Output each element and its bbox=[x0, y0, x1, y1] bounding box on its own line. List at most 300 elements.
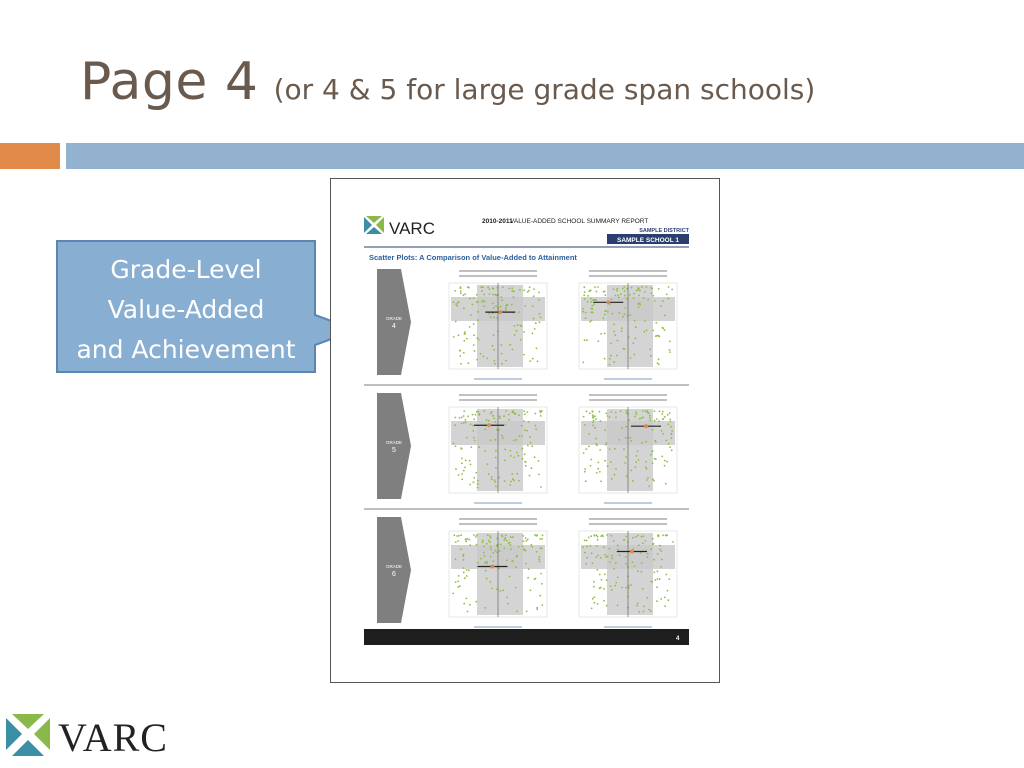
scatter-point bbox=[473, 344, 475, 346]
scatter-point bbox=[609, 364, 611, 366]
scatter-point bbox=[484, 428, 486, 430]
scatter-point bbox=[609, 448, 611, 450]
scatter-point bbox=[516, 330, 518, 332]
scatter-point bbox=[642, 588, 644, 590]
scatter-point bbox=[460, 534, 462, 536]
scatter-point bbox=[653, 559, 655, 561]
scatter-point bbox=[635, 326, 637, 328]
scatter-point bbox=[466, 338, 468, 340]
scatter-point bbox=[667, 590, 669, 592]
scatter-point bbox=[654, 410, 656, 412]
scatter-point bbox=[669, 341, 671, 343]
scatter-point bbox=[455, 303, 457, 305]
scatter-point bbox=[630, 584, 632, 586]
scatter-point bbox=[633, 293, 635, 295]
slide-title-sub: (or 4 & 5 for large grade span schools) bbox=[273, 73, 816, 106]
scatter-point bbox=[601, 534, 603, 536]
scatter-point bbox=[657, 578, 659, 580]
scatter-point bbox=[647, 556, 649, 558]
scatter-point bbox=[651, 293, 653, 295]
scatter-point bbox=[538, 292, 540, 294]
scatter-point bbox=[504, 537, 506, 539]
scatter-point bbox=[539, 321, 541, 323]
scatter-point bbox=[604, 573, 606, 575]
scatter-point bbox=[660, 305, 662, 307]
scatter-point bbox=[641, 286, 643, 288]
scatter-point bbox=[630, 470, 632, 472]
scatter-point bbox=[661, 413, 663, 415]
scatter-point bbox=[665, 574, 667, 576]
scatter-point bbox=[496, 295, 498, 297]
scatter-point bbox=[463, 567, 465, 569]
scatter-point bbox=[621, 427, 623, 429]
scatter-point bbox=[586, 411, 588, 413]
scatter-point bbox=[658, 358, 660, 360]
scatter-point bbox=[480, 353, 482, 355]
scatter-point bbox=[623, 539, 625, 541]
scatter-point bbox=[475, 472, 477, 474]
scatter-point bbox=[638, 459, 640, 461]
scatter-point bbox=[654, 440, 656, 442]
scatter-point bbox=[488, 540, 490, 542]
scatter-point bbox=[483, 305, 485, 307]
scatter-point bbox=[534, 578, 536, 580]
scatter-point bbox=[540, 486, 542, 488]
scatter-point bbox=[510, 455, 512, 457]
doc-report-title: VALUE-ADDED SCHOOL SUMMARY REPORT bbox=[510, 218, 649, 225]
scatter-point bbox=[509, 542, 511, 544]
scatter-point bbox=[464, 293, 466, 295]
scatter-point bbox=[458, 474, 460, 476]
scatter-point bbox=[513, 440, 515, 442]
scatter-point bbox=[491, 411, 493, 413]
scatter-point bbox=[652, 330, 654, 332]
scatter-point bbox=[590, 311, 592, 313]
scatter-point bbox=[490, 537, 492, 539]
scatter-point bbox=[486, 561, 488, 563]
scatter-point bbox=[452, 593, 454, 595]
scatter-point bbox=[599, 449, 601, 451]
scatter-point bbox=[516, 610, 518, 612]
scatter-point bbox=[509, 344, 511, 346]
scatter-point bbox=[474, 350, 476, 352]
scatter-point bbox=[460, 447, 462, 449]
scatter-point bbox=[618, 439, 620, 441]
scatter-point bbox=[592, 299, 594, 301]
scatter-point bbox=[632, 480, 634, 482]
scatter-point bbox=[662, 411, 664, 413]
scatter-point bbox=[652, 295, 654, 297]
scatter-point bbox=[482, 541, 484, 543]
scatter-point bbox=[617, 295, 619, 297]
scatter-point bbox=[596, 291, 598, 293]
scatter-point bbox=[650, 581, 652, 583]
scatter-point bbox=[525, 537, 527, 539]
scatter-point bbox=[454, 290, 456, 292]
scatter-point bbox=[584, 552, 586, 554]
scatter-point bbox=[664, 315, 666, 317]
scatter-point bbox=[512, 536, 514, 538]
scatter-point bbox=[603, 317, 605, 319]
scatter-point bbox=[626, 475, 628, 477]
scatter-point bbox=[655, 322, 657, 324]
scatter-point bbox=[487, 534, 489, 536]
scatter-point bbox=[487, 358, 489, 360]
scatter-point bbox=[611, 589, 613, 591]
scatter-point bbox=[518, 435, 520, 437]
scatter-point bbox=[455, 468, 457, 470]
scatter-point bbox=[661, 430, 663, 432]
scatter-point bbox=[463, 422, 465, 424]
scatter-point bbox=[529, 360, 531, 362]
scatter-point bbox=[490, 316, 492, 318]
scatter-point bbox=[518, 414, 520, 416]
scatter-point bbox=[463, 470, 465, 472]
scatter-point bbox=[498, 477, 500, 479]
scatter-point bbox=[461, 479, 463, 481]
scatter-point bbox=[488, 420, 490, 422]
scatter-point bbox=[597, 536, 599, 538]
scatter-point bbox=[529, 475, 531, 477]
scatter-point bbox=[658, 420, 660, 422]
scatter-point bbox=[603, 588, 605, 590]
scatter-point bbox=[498, 568, 500, 570]
scatter-point bbox=[505, 360, 507, 362]
grade-arrow-shape bbox=[377, 517, 411, 623]
scatter-point bbox=[522, 458, 524, 460]
scatter-point bbox=[531, 546, 533, 548]
scatter-point bbox=[538, 474, 540, 476]
scatter-point bbox=[592, 417, 594, 419]
scatter-point bbox=[588, 290, 590, 292]
scatter-point bbox=[595, 557, 597, 559]
scatter-point bbox=[502, 437, 504, 439]
scatter-point bbox=[596, 534, 598, 536]
scatter-point bbox=[670, 426, 672, 428]
scatter-point bbox=[615, 582, 617, 584]
scatter-point bbox=[523, 354, 525, 356]
scatter-point bbox=[493, 560, 495, 562]
scatter-point bbox=[453, 336, 455, 338]
scatter-point bbox=[465, 419, 467, 421]
scatter-point bbox=[603, 546, 605, 548]
scatter-point bbox=[459, 350, 461, 352]
scatter-point bbox=[659, 545, 661, 547]
scatter-point bbox=[592, 562, 594, 564]
scatter-point bbox=[492, 294, 494, 296]
scatter-point bbox=[594, 286, 596, 288]
scatter-point bbox=[626, 412, 628, 414]
scatter-point bbox=[622, 316, 624, 318]
scatter-point bbox=[583, 452, 585, 454]
scatter-point bbox=[463, 410, 465, 412]
scatter-point bbox=[615, 417, 617, 419]
scatter-point bbox=[610, 585, 612, 587]
doc-section-heading: Scatter Plots: A Comparison of Value-Added to Attainment bbox=[369, 253, 577, 262]
scatter-point bbox=[539, 410, 541, 412]
scatter-point bbox=[585, 312, 587, 314]
scatter-point bbox=[635, 461, 637, 463]
scatter-point bbox=[592, 425, 594, 427]
scatter-point bbox=[531, 445, 533, 447]
callout-text bbox=[56, 250, 316, 370]
scatter-point bbox=[653, 571, 655, 573]
scatter-point bbox=[490, 581, 492, 583]
scatter-point bbox=[671, 289, 673, 291]
scatter-point bbox=[621, 587, 623, 589]
scatter-point bbox=[634, 566, 636, 568]
grade-label: GRADE bbox=[385, 440, 403, 445]
scatter-point bbox=[512, 560, 514, 562]
scatter-point bbox=[461, 462, 463, 464]
scatter-point bbox=[616, 355, 618, 357]
scatter-point bbox=[669, 419, 671, 421]
scatter-point bbox=[643, 606, 645, 608]
scatter-point bbox=[652, 462, 654, 464]
callout-line-2: Value-Added bbox=[107, 295, 265, 324]
scatter-point bbox=[614, 334, 616, 336]
scatter-point bbox=[649, 419, 651, 421]
scatter-point bbox=[669, 446, 671, 448]
scatter-point bbox=[637, 570, 639, 572]
scatter-point bbox=[623, 448, 625, 450]
scatter-point bbox=[465, 460, 467, 462]
scatter-point bbox=[521, 425, 523, 427]
scatter-point bbox=[453, 301, 455, 303]
scatter-point bbox=[640, 552, 642, 554]
scatter-point bbox=[649, 348, 651, 350]
scatter-point bbox=[585, 317, 587, 319]
scatter-point bbox=[647, 553, 649, 555]
scatter-point bbox=[473, 481, 475, 483]
scatter-point bbox=[646, 286, 648, 288]
scatter-point bbox=[506, 540, 508, 542]
scatter-point bbox=[613, 323, 615, 325]
scatter-point bbox=[526, 611, 528, 613]
scatter-point bbox=[604, 460, 606, 462]
scatter-point bbox=[592, 411, 594, 413]
scatter-point bbox=[525, 465, 527, 467]
scatter-point bbox=[466, 575, 468, 577]
scatter-point bbox=[615, 562, 617, 564]
scatter-point bbox=[495, 439, 497, 441]
doc-school-name: SAMPLE SCHOOL 1 bbox=[616, 237, 680, 244]
scatter-point bbox=[463, 559, 465, 561]
scatter-point bbox=[486, 543, 488, 545]
scatter-point bbox=[613, 540, 615, 542]
scatter-point bbox=[585, 480, 587, 482]
scatter-point bbox=[501, 435, 503, 437]
scatter-point bbox=[636, 455, 638, 457]
scatter-point bbox=[524, 413, 526, 415]
scatter-point bbox=[587, 295, 589, 297]
scatter-point bbox=[529, 286, 531, 288]
scatter-point bbox=[586, 546, 588, 548]
scatter-point bbox=[604, 429, 606, 431]
scatter-point bbox=[490, 546, 492, 548]
scatter-point bbox=[513, 480, 515, 482]
scatter-point bbox=[473, 418, 475, 420]
scatter-point bbox=[667, 599, 669, 601]
scatter-point bbox=[597, 286, 599, 288]
scatter-point bbox=[607, 415, 609, 417]
scatter-point bbox=[583, 294, 585, 296]
school-marker bbox=[487, 423, 491, 427]
scatter-point bbox=[496, 588, 498, 590]
scatter-point bbox=[656, 600, 658, 602]
scatter-point bbox=[641, 442, 643, 444]
scatter-point bbox=[460, 293, 462, 295]
scatter-point bbox=[641, 536, 643, 538]
scatter-point bbox=[463, 352, 465, 354]
scatter-point bbox=[488, 313, 490, 315]
scatter-point bbox=[487, 463, 489, 465]
scatter-point bbox=[606, 579, 608, 581]
scatter-point bbox=[643, 611, 645, 613]
scatter-point bbox=[666, 535, 668, 537]
doc-logo-icon bbox=[364, 216, 384, 234]
scatter-point bbox=[477, 562, 479, 564]
scatter-point bbox=[582, 308, 584, 310]
scatter-point bbox=[513, 457, 515, 459]
scatter-point bbox=[628, 419, 630, 421]
scatter-point bbox=[484, 607, 486, 609]
scatter-point bbox=[671, 433, 673, 435]
school-marker bbox=[630, 549, 634, 553]
scatter-point bbox=[585, 563, 587, 565]
scatter-point bbox=[641, 562, 643, 564]
scatter-point bbox=[626, 410, 628, 412]
scatter-point bbox=[515, 587, 517, 589]
scatter-point bbox=[461, 457, 463, 459]
scatter-point bbox=[598, 462, 600, 464]
school-marker bbox=[498, 310, 502, 314]
scatter-point bbox=[494, 481, 496, 483]
scatter-point bbox=[463, 307, 465, 309]
scatter-point bbox=[609, 548, 611, 550]
scatter-point bbox=[632, 561, 634, 563]
scatter-point bbox=[582, 311, 584, 313]
scatter-point bbox=[638, 544, 640, 546]
scatter-point bbox=[655, 335, 657, 337]
scatter-point bbox=[600, 333, 602, 335]
scatter-point bbox=[537, 360, 539, 362]
scatter-point bbox=[664, 605, 666, 607]
scatter-point bbox=[495, 486, 497, 488]
scatter-point bbox=[500, 344, 502, 346]
scatter-point bbox=[484, 562, 486, 564]
scatter-point bbox=[610, 355, 612, 357]
scatter-point bbox=[506, 559, 508, 561]
scatter-point bbox=[643, 331, 645, 333]
scatter-point bbox=[625, 426, 627, 428]
scatter-point bbox=[469, 298, 471, 300]
scatter-point bbox=[463, 555, 465, 557]
scatter-point bbox=[538, 299, 540, 301]
scatter-point bbox=[664, 329, 666, 331]
scatter-point bbox=[521, 448, 523, 450]
scatter-point bbox=[593, 596, 595, 598]
doc-grade-rows bbox=[364, 269, 689, 627]
scatter-point bbox=[607, 556, 609, 558]
scatter-point bbox=[651, 451, 653, 453]
scatter-point bbox=[538, 460, 540, 462]
scatter-point bbox=[526, 411, 528, 413]
scatter-point bbox=[584, 468, 586, 470]
scatter-point bbox=[662, 534, 664, 536]
scatter-point bbox=[500, 296, 502, 298]
scatter-point bbox=[654, 458, 656, 460]
scatter-point bbox=[637, 450, 639, 452]
scatter-point bbox=[583, 286, 585, 288]
scatter-point bbox=[483, 294, 485, 296]
scatter-point bbox=[469, 484, 471, 486]
scatter-point bbox=[596, 545, 598, 547]
scatter-point bbox=[664, 416, 666, 418]
scatter-point bbox=[632, 537, 634, 539]
scatter-point bbox=[661, 456, 663, 458]
scatter-point bbox=[671, 430, 673, 432]
scatter-point bbox=[455, 581, 457, 583]
scatter-point bbox=[493, 552, 495, 554]
scatter-point bbox=[509, 576, 511, 578]
scatter-point bbox=[516, 439, 518, 441]
scatter-point bbox=[522, 546, 524, 548]
scatter-point bbox=[504, 449, 506, 451]
scatter-point bbox=[529, 436, 531, 438]
scatter-point bbox=[466, 598, 468, 600]
scatter-point bbox=[647, 477, 649, 479]
scatter-point bbox=[501, 299, 503, 301]
scatter-point bbox=[541, 410, 543, 412]
scatter-point bbox=[463, 294, 465, 296]
scatter-point bbox=[665, 440, 667, 442]
scatter-point bbox=[489, 541, 491, 543]
scatter-point bbox=[648, 609, 650, 611]
scatter-point bbox=[668, 578, 670, 580]
scatter-point bbox=[478, 414, 480, 416]
scatter-point bbox=[637, 289, 639, 291]
scatter-point bbox=[465, 421, 467, 423]
scatter-point bbox=[652, 543, 654, 545]
scatter-point bbox=[595, 438, 597, 440]
scatter-point bbox=[638, 306, 640, 308]
scatter-point bbox=[493, 349, 495, 351]
doc-brand-text: VARC bbox=[389, 219, 435, 238]
scatter-point bbox=[657, 535, 659, 537]
scatter-point bbox=[634, 416, 636, 418]
scatter-point bbox=[477, 487, 479, 489]
scatter-point bbox=[616, 290, 618, 292]
scatter-point bbox=[507, 603, 509, 605]
scatter-point bbox=[508, 414, 510, 416]
scatter-point bbox=[524, 430, 526, 432]
scatter-point bbox=[511, 473, 513, 475]
scatter-point bbox=[643, 297, 645, 299]
scatter-point bbox=[596, 472, 598, 474]
scatter-point bbox=[619, 554, 621, 556]
scatter-point bbox=[620, 293, 622, 295]
scatter-point bbox=[649, 417, 651, 419]
scatter-point bbox=[600, 420, 602, 422]
scatter-point bbox=[540, 415, 542, 417]
scatter-point bbox=[472, 304, 474, 306]
scatter-point bbox=[653, 480, 655, 482]
scatter-point bbox=[458, 334, 460, 336]
scatter-point bbox=[482, 540, 484, 542]
scatter-point bbox=[536, 607, 538, 609]
scatter-point bbox=[586, 540, 588, 542]
